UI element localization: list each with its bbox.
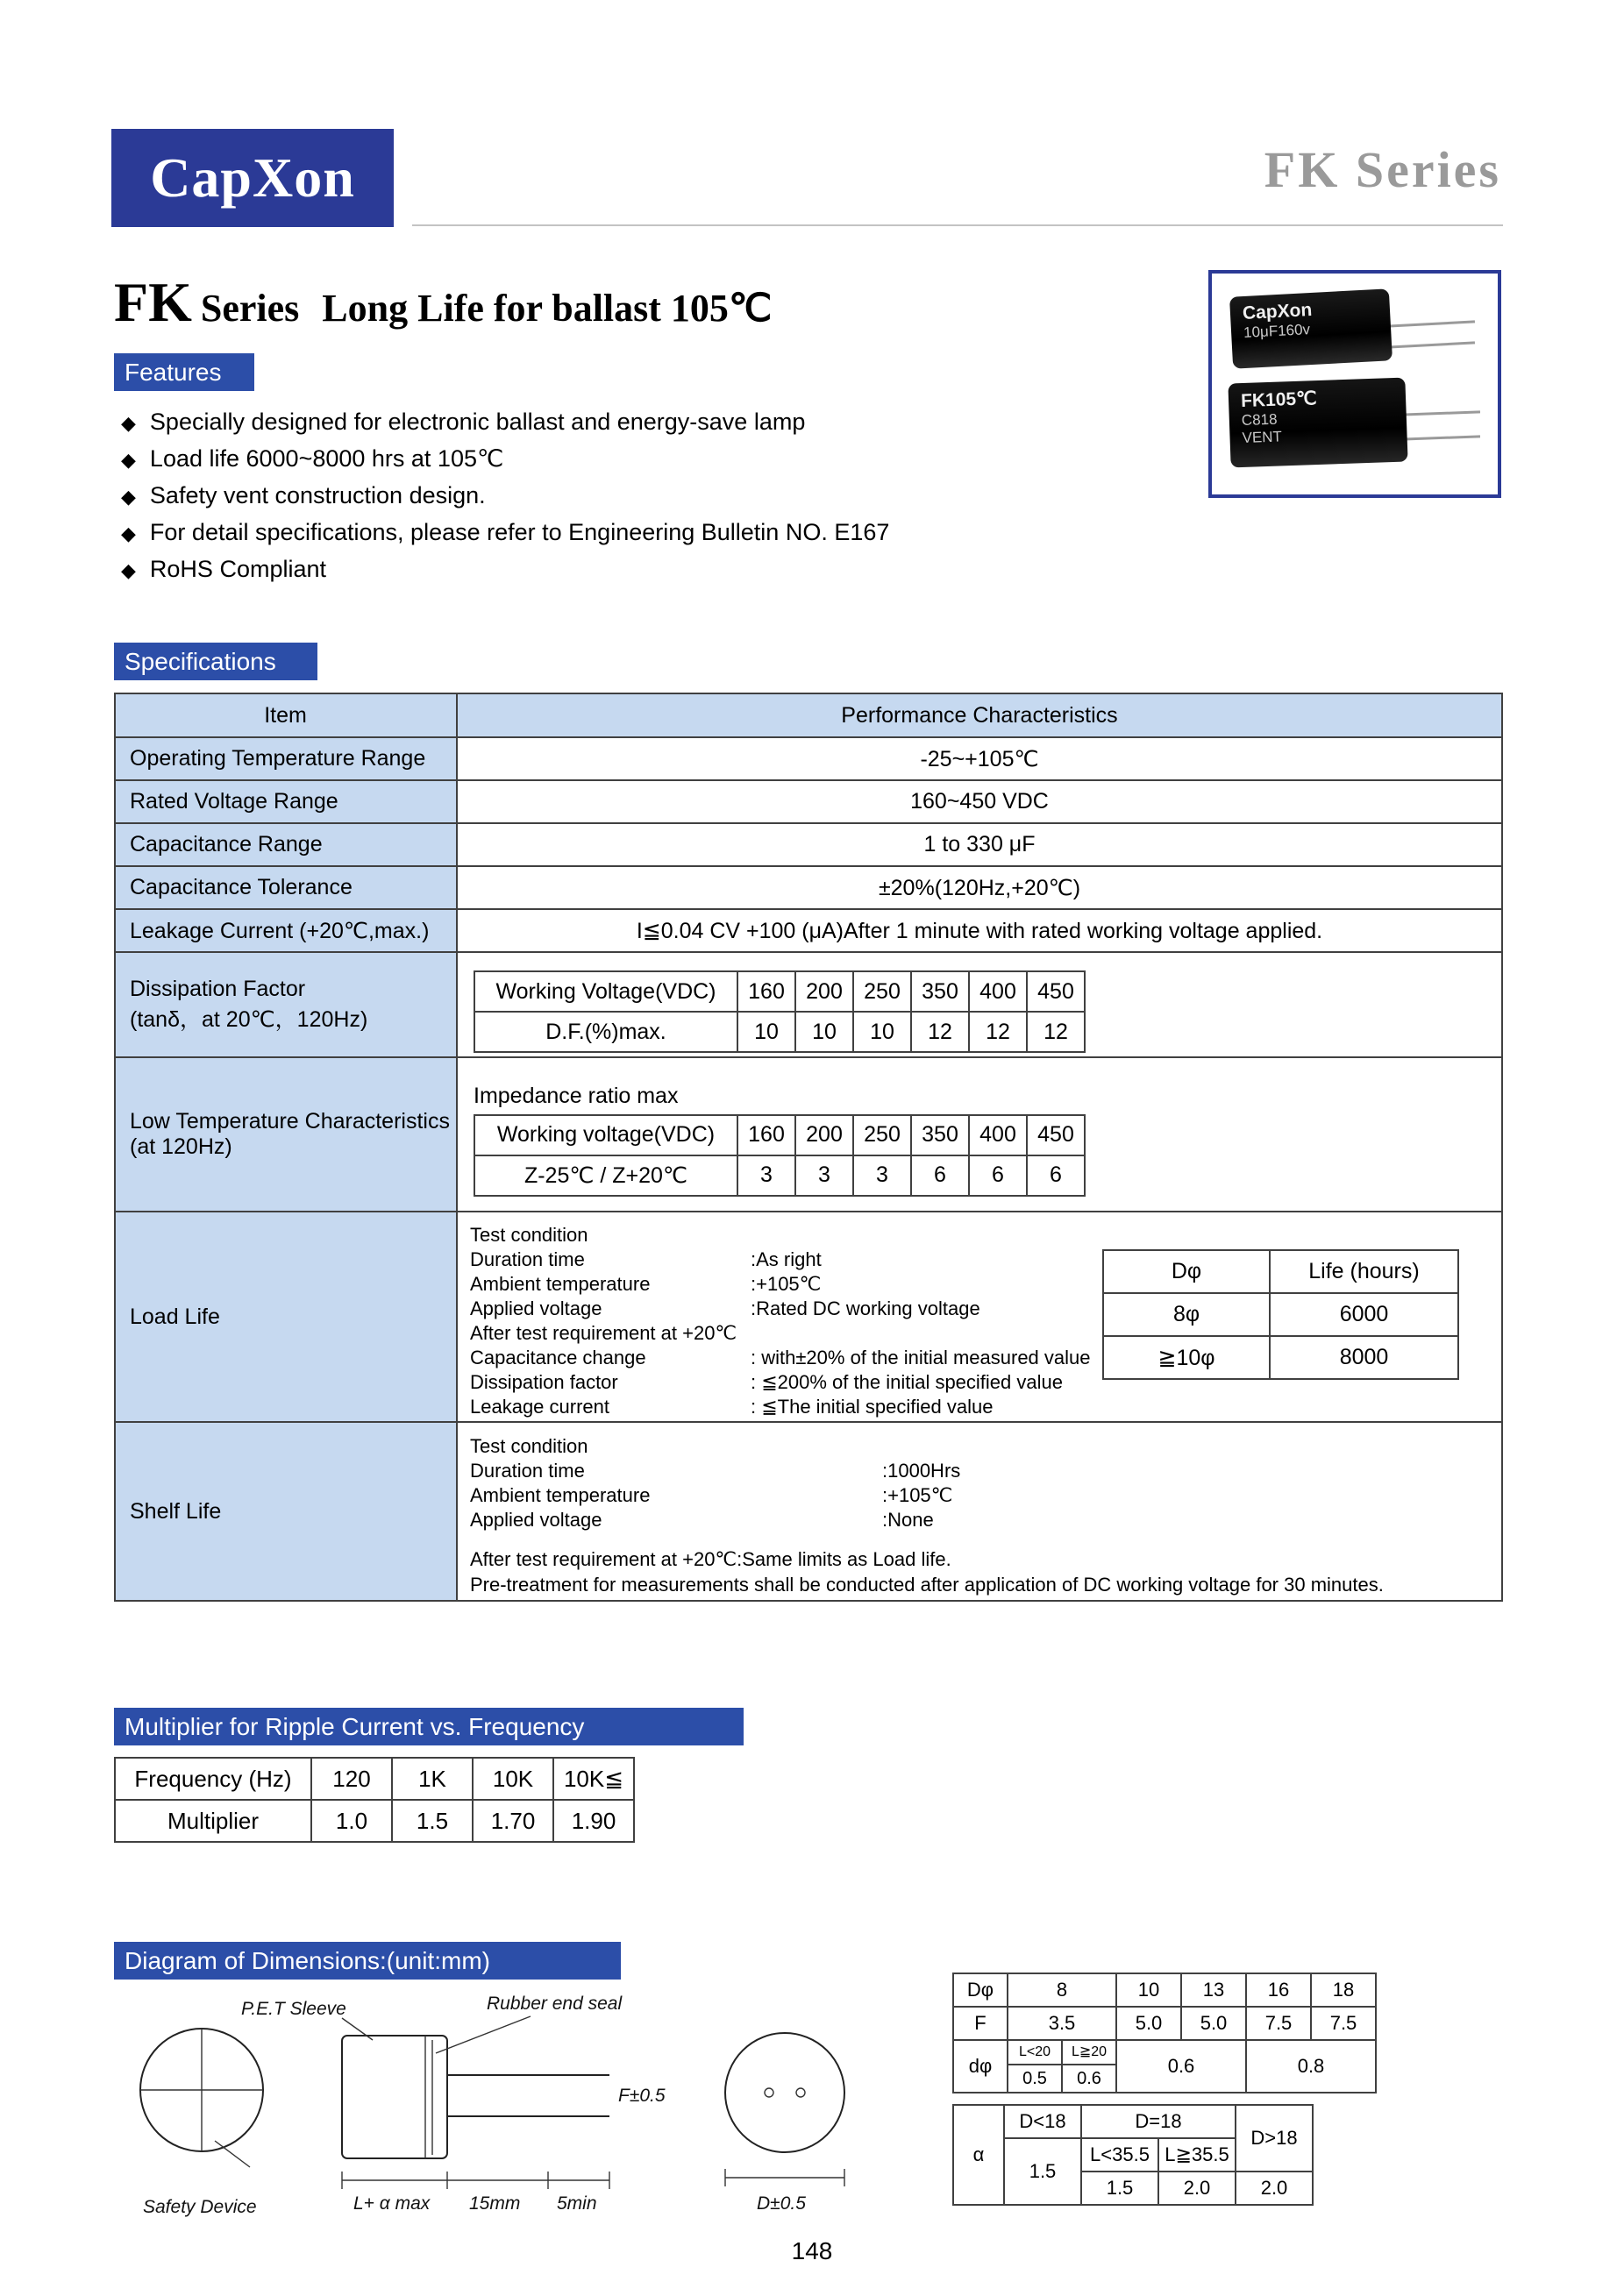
shelf-life-notes bbox=[470, 1546, 1500, 1597]
cell: 1.5 bbox=[392, 1800, 473, 1842]
title-fk: FK bbox=[114, 271, 192, 333]
condition-line bbox=[470, 1223, 1500, 1248]
capacitor-lead bbox=[1401, 435, 1480, 440]
safety-device-label: Safety Device bbox=[143, 2197, 257, 2217]
capacitor-bottom bbox=[1228, 378, 1407, 468]
cell: ≧10φ bbox=[1103, 1336, 1270, 1379]
cell: 10K≦ bbox=[553, 1758, 634, 1800]
cell: dφ bbox=[953, 2040, 1008, 2093]
table-row bbox=[115, 909, 1502, 952]
cell: 1.5 bbox=[1004, 2138, 1081, 2205]
condition-value: :As right bbox=[751, 1248, 822, 1270]
cell: 10 bbox=[737, 1012, 795, 1052]
feature-text: For detail specifications, please refer to Engineering Bulletin NO. E167 bbox=[149, 519, 890, 545]
cell: 0.8 bbox=[1246, 2040, 1376, 2093]
cell: 18 bbox=[1311, 1973, 1376, 2007]
product-photo bbox=[1208, 270, 1501, 498]
cell: 3.5 bbox=[1008, 2007, 1116, 2040]
features-list bbox=[121, 409, 889, 593]
cell: Frequency (Hz) bbox=[115, 1758, 311, 1800]
item-line: Dissipation Factor bbox=[130, 976, 306, 1001]
table-row bbox=[474, 1012, 1085, 1052]
end-view-circle bbox=[725, 2033, 844, 2152]
condition-label: After test requirement at +20℃ bbox=[470, 1322, 737, 1344]
table-row bbox=[115, 866, 1502, 909]
capacitor-lead bbox=[1387, 320, 1475, 327]
note-line: Pre-treatment for measurements shall be conducted after application of DC working voltage for 30 minutes. bbox=[470, 1574, 1384, 1596]
cell: 2.0 bbox=[1158, 2172, 1236, 2205]
ripple-table bbox=[114, 1757, 635, 1843]
table-row bbox=[115, 737, 1502, 780]
item-line: (tanδ，at 20℃，120Hz) bbox=[130, 1006, 368, 1032]
cell: 5.0 bbox=[1116, 2007, 1181, 2040]
cell: 2.0 bbox=[1236, 2172, 1313, 2205]
table-row bbox=[474, 1115, 1085, 1155]
condition-line bbox=[470, 1508, 1500, 1532]
cell: 250 bbox=[853, 1115, 911, 1155]
table-row bbox=[1103, 1293, 1458, 1336]
table-row bbox=[953, 2040, 1376, 2093]
cell: Z-25℃ / Z+20℃ bbox=[474, 1155, 737, 1196]
table-row bbox=[474, 971, 1085, 1012]
cell: 13 bbox=[1181, 1973, 1246, 2007]
cell: 1K bbox=[392, 1758, 473, 1800]
dimension-table-2 bbox=[952, 2104, 1314, 2206]
condition-line bbox=[470, 1459, 1500, 1483]
table-row bbox=[115, 1758, 634, 1800]
features-heading: Features bbox=[114, 353, 254, 391]
cell: 10 bbox=[1116, 1973, 1181, 2007]
table-row bbox=[115, 1422, 1502, 1601]
feature-text: Load life 6000~8000 hrs at 105℃ bbox=[149, 445, 504, 472]
cell: 7.5 bbox=[1311, 2007, 1376, 2040]
spec-value: I≦0.04 CV +100 (μA)After 1 minute with rated working voltage applied. bbox=[457, 909, 1502, 952]
spec-value-dissipation bbox=[457, 952, 1502, 1057]
condition-value: :None bbox=[882, 1509, 934, 1531]
condition-value: : ≦The initial specified value bbox=[751, 1396, 994, 1418]
specifications-table bbox=[114, 693, 1503, 1602]
condition-line bbox=[470, 1483, 1500, 1508]
rubber-seal-label: Rubber end seal bbox=[487, 1994, 623, 2014]
cell: 250 bbox=[853, 971, 911, 1012]
condition-line bbox=[470, 1395, 1500, 1419]
cell: 1.70 bbox=[473, 1800, 553, 1842]
cell: 0.6 bbox=[1116, 2040, 1246, 2093]
spec-item-low-temp bbox=[115, 1057, 457, 1212]
cell: 350 bbox=[911, 1115, 969, 1155]
cell: 12 bbox=[969, 1012, 1027, 1052]
cell: Dφ bbox=[953, 1973, 1008, 2007]
table-row bbox=[115, 823, 1502, 866]
diamond-bullet-icon: ◆ bbox=[121, 449, 136, 471]
capacitor-label: CapXon bbox=[1242, 299, 1313, 324]
split-header: L<20 bbox=[1008, 2041, 1061, 2065]
condition-label: Test condition bbox=[470, 1224, 588, 1246]
capacitor-lead bbox=[1401, 410, 1480, 416]
spec-item-shelf-life: Shelf Life bbox=[115, 1422, 457, 1601]
spec-value: ±20%(120Hz,+20℃) bbox=[457, 866, 1502, 909]
cell: 1.5 bbox=[1081, 2172, 1158, 2205]
condition-label: Leakage current bbox=[470, 1396, 609, 1418]
condition-value: :Rated DC working voltage bbox=[751, 1297, 980, 1319]
capxon-logo: CapXon bbox=[111, 129, 394, 227]
condition-value: :1000Hrs bbox=[882, 1460, 961, 1482]
cell: 6 bbox=[969, 1155, 1027, 1196]
diameter-label: D±0.5 bbox=[757, 2193, 806, 2214]
cell: 400 bbox=[969, 1115, 1027, 1155]
table-row bbox=[953, 2105, 1313, 2138]
item-line: (at 120Hz) bbox=[130, 1134, 232, 1159]
condition-label: Duration time bbox=[470, 1248, 585, 1270]
spec-item-load-life: Load Life bbox=[115, 1212, 457, 1422]
load-life-table bbox=[1102, 1249, 1459, 1380]
test-conditions bbox=[470, 1434, 1500, 1532]
split-cell bbox=[1063, 2041, 1115, 2092]
condition-label: Ambient temperature bbox=[470, 1273, 651, 1295]
page-title bbox=[114, 270, 772, 335]
spec-item: Rated Voltage Range bbox=[115, 780, 457, 823]
pet-sleeve-label: P.E.T Sleeve bbox=[241, 1999, 346, 2019]
cell: Multiplier bbox=[115, 1800, 311, 1842]
cell: 12 bbox=[911, 1012, 969, 1052]
note-line: After test requirement at +20℃:Same limits as Load life. bbox=[470, 1548, 951, 1570]
cell-split bbox=[1062, 2040, 1116, 2093]
cell: D>18 bbox=[1236, 2105, 1313, 2172]
condition-label: Applied voltage bbox=[470, 1509, 602, 1531]
list-item bbox=[121, 445, 889, 482]
condition-label: Applied voltage bbox=[470, 1297, 602, 1319]
cell: 6000 bbox=[1270, 1293, 1458, 1336]
cell: 3 bbox=[853, 1155, 911, 1196]
spec-value: 1 to 330 μF bbox=[457, 823, 1502, 866]
header-divider bbox=[412, 224, 1503, 226]
cell: 6 bbox=[911, 1155, 969, 1196]
spec-item: Leakage Current (+20℃,max.) bbox=[115, 909, 457, 952]
table-row bbox=[115, 1057, 1502, 1212]
cell-split bbox=[1008, 2040, 1062, 2093]
impedance-note: Impedance ratio max bbox=[474, 1083, 679, 1108]
cell: 8 bbox=[1008, 1973, 1116, 2007]
table-row bbox=[115, 1800, 634, 1842]
cell: 160 bbox=[737, 971, 795, 1012]
cell: 400 bbox=[969, 971, 1027, 1012]
list-item bbox=[121, 409, 889, 445]
capacitor-label: VENT bbox=[1242, 428, 1283, 447]
capacitor-label: C818 bbox=[1241, 410, 1278, 430]
condition-label: Ambient temperature bbox=[470, 1484, 651, 1506]
cell: 160 bbox=[737, 1115, 795, 1155]
condition-value: :+105℃ bbox=[882, 1484, 953, 1506]
title-rest: Long Life for ballast 105℃ bbox=[322, 287, 773, 330]
condition-label: Test condition bbox=[470, 1435, 588, 1457]
cell: 12 bbox=[1027, 1012, 1085, 1052]
list-item bbox=[121, 482, 889, 519]
capacitor-label: 10μF160v bbox=[1243, 321, 1311, 342]
spec-value-load-life bbox=[457, 1212, 1502, 1422]
table-row bbox=[115, 780, 1502, 823]
list-item bbox=[121, 556, 889, 593]
lead-length-label: 15mm bbox=[469, 2193, 521, 2214]
title-series: Series bbox=[200, 287, 300, 330]
feature-text: Specially designed for electronic ballast and energy-save lamp bbox=[149, 409, 806, 435]
cell: 1.90 bbox=[553, 1800, 634, 1842]
alpha-cell: α bbox=[953, 2105, 1004, 2205]
cell: Working Voltage(VDC) bbox=[474, 971, 737, 1012]
table-row bbox=[1103, 1250, 1458, 1293]
spec-item: Capacitance Tolerance bbox=[115, 866, 457, 909]
cell: 7.5 bbox=[1246, 2007, 1311, 2040]
table-row bbox=[953, 1973, 1376, 2007]
spec-value-shelf-life bbox=[457, 1422, 1502, 1601]
table-row bbox=[953, 2007, 1376, 2040]
cell: 16 bbox=[1246, 1973, 1311, 2007]
cell: 200 bbox=[795, 1115, 853, 1155]
feature-text: RoHS Compliant bbox=[149, 556, 326, 582]
cell: 200 bbox=[795, 971, 853, 1012]
capacitor-label: FK105℃ bbox=[1240, 388, 1318, 412]
capacitor-top bbox=[1229, 288, 1393, 368]
cell: 1.0 bbox=[311, 1800, 392, 1842]
condition-label: Duration time bbox=[470, 1460, 585, 1482]
diamond-bullet-icon: ◆ bbox=[121, 559, 136, 581]
list-item bbox=[121, 519, 889, 556]
cell: 3 bbox=[737, 1155, 795, 1196]
split-value: 0.6 bbox=[1077, 2068, 1101, 2088]
col-header-performance: Performance Characteristics bbox=[457, 693, 1502, 737]
feature-text: Safety vent construction design. bbox=[149, 482, 486, 508]
table-row bbox=[115, 1212, 1502, 1422]
split-header: L≧20 bbox=[1063, 2041, 1115, 2065]
cell: L<35.5 bbox=[1081, 2138, 1158, 2172]
diamond-bullet-icon: ◆ bbox=[121, 522, 136, 544]
cell: D.F.(%)max. bbox=[474, 1012, 737, 1052]
cell: 450 bbox=[1027, 971, 1085, 1012]
low-temp-table bbox=[474, 1114, 1086, 1197]
cell: 10 bbox=[795, 1012, 853, 1052]
cell: 10 bbox=[853, 1012, 911, 1052]
page-number: 148 bbox=[791, 2237, 833, 2264]
cell: 8000 bbox=[1270, 1336, 1458, 1379]
cell: 450 bbox=[1027, 1115, 1085, 1155]
specifications-heading: Specifications bbox=[114, 643, 317, 680]
cell: 5.0 bbox=[1181, 2007, 1246, 2040]
lead-min-label: 5min bbox=[557, 2193, 597, 2214]
spec-item: Operating Temperature Range bbox=[115, 737, 457, 780]
capacitor-lead bbox=[1387, 341, 1475, 348]
col-header-item: Item bbox=[115, 693, 457, 737]
cell: 8φ bbox=[1103, 1293, 1270, 1336]
condition-line bbox=[470, 1434, 1500, 1459]
condition-value: : with±20% of the initial measured value bbox=[751, 1347, 1091, 1368]
cell: Life (hours) bbox=[1270, 1250, 1458, 1293]
table-row bbox=[1103, 1336, 1458, 1379]
condition-value: : ≦200% of the initial specified value bbox=[751, 1371, 1063, 1393]
ripple-heading: Multiplier for Ripple Current vs. Frequency bbox=[114, 1708, 744, 1745]
spec-item: Capacitance Range bbox=[115, 823, 457, 866]
dimension-table-1 bbox=[952, 1973, 1377, 2093]
diamond-bullet-icon: ◆ bbox=[121, 412, 136, 434]
table-row bbox=[474, 1155, 1085, 1196]
split-cell bbox=[1008, 2041, 1061, 2092]
cell: L≧35.5 bbox=[1158, 2138, 1236, 2172]
item-line: Low Temperature Characteristics bbox=[130, 1109, 450, 1134]
cell: Dφ bbox=[1103, 1250, 1270, 1293]
dimensions-heading: Diagram of Dimensions:(unit:mm) bbox=[114, 1942, 621, 1980]
capacitor-body-outline bbox=[342, 2036, 447, 2158]
spec-value-low-temp bbox=[457, 1057, 1502, 1212]
length-dimension-label: L+ α max bbox=[353, 2193, 431, 2214]
condition-label: Capacitance change bbox=[470, 1347, 646, 1368]
spec-item-dissipation bbox=[115, 952, 457, 1057]
cell: 120 bbox=[311, 1758, 392, 1800]
diamond-bullet-icon: ◆ bbox=[121, 486, 136, 508]
condition-value: :+105℃ bbox=[751, 1273, 822, 1295]
split-value: 0.5 bbox=[1022, 2068, 1047, 2088]
dimension-diagram bbox=[118, 1992, 925, 2237]
cell: Working voltage(VDC) bbox=[474, 1115, 737, 1155]
cell: D=18 bbox=[1081, 2105, 1236, 2138]
cell: D<18 bbox=[1004, 2105, 1081, 2138]
cell: F bbox=[953, 2007, 1008, 2040]
cell: 10K bbox=[473, 1758, 553, 1800]
spec-value: -25~+105℃ bbox=[457, 737, 1502, 780]
table-row bbox=[115, 693, 1502, 737]
cell: 6 bbox=[1027, 1155, 1085, 1196]
cell: 350 bbox=[911, 971, 969, 1012]
spec-value: 160~450 VDC bbox=[457, 780, 1502, 823]
dissipation-table bbox=[474, 970, 1086, 1053]
condition-label: Dissipation factor bbox=[470, 1371, 618, 1393]
cell: 3 bbox=[795, 1155, 853, 1196]
pitch-label: F±0.5 bbox=[618, 2086, 666, 2106]
series-header: FK Series bbox=[1264, 141, 1501, 198]
table-row bbox=[115, 952, 1502, 1057]
